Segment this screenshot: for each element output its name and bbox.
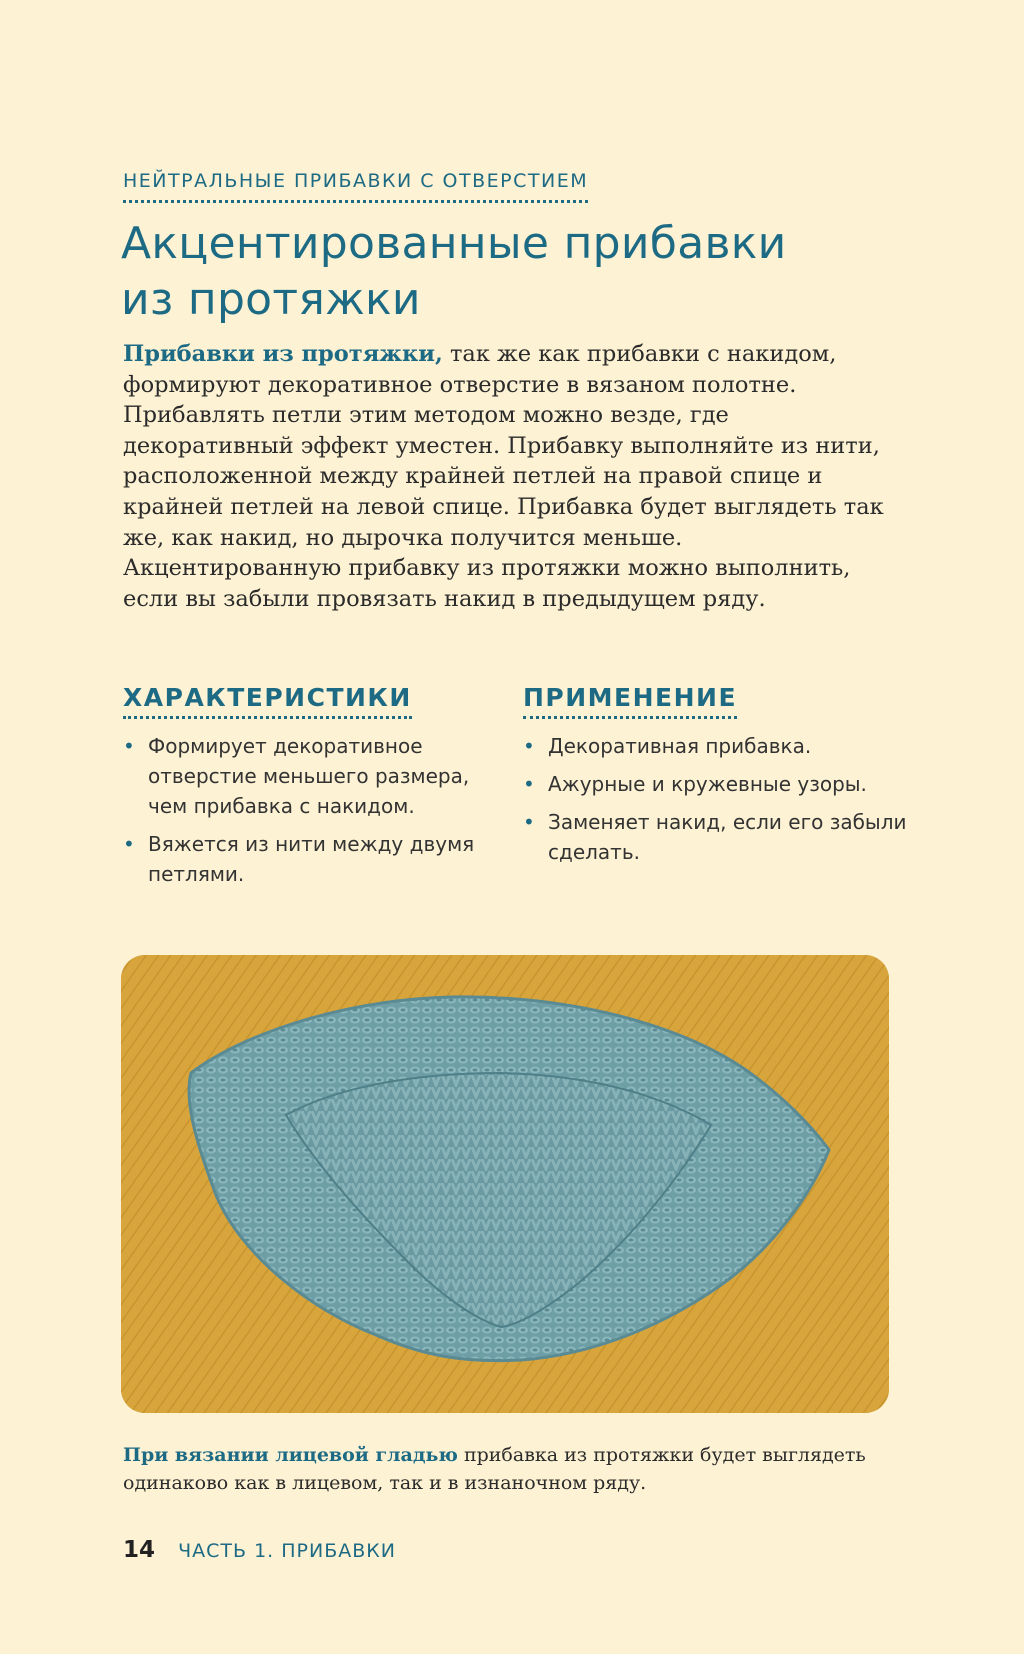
part-title: ЧАСТЬ 1. ПРИБАВКИ: [178, 1540, 396, 1562]
application-list: [523, 731, 923, 867]
bullet-icon: •: [123, 832, 135, 856]
list-item-text: Вяжется из нити между двумя петлями.: [148, 832, 475, 886]
knitting-swatch-photo: [121, 955, 889, 1413]
bullet-icon: •: [523, 810, 535, 834]
page-title: [121, 216, 941, 328]
bullet-icon: •: [123, 734, 135, 758]
list-item-text: Формирует декоративное отверстие меньшего размера, чем прибавка с накидом.: [148, 734, 470, 818]
intro-lead: Прибавки из протяжки,: [123, 341, 443, 367]
knitted-swatch-illustration: [121, 955, 889, 1413]
bullet-icon: •: [523, 772, 535, 796]
list-item: [523, 807, 923, 867]
list-item-text: Заменяет накид, если его забыли сделать.: [548, 810, 907, 864]
characteristics-section: [123, 683, 503, 897]
characteristics-list: [123, 731, 503, 889]
application-heading: ПРИМЕНЕНИЕ: [523, 683, 737, 719]
bullet-icon: •: [523, 734, 535, 758]
list-item-text: Ажурные и кружевные узоры.: [548, 772, 867, 796]
caption-text: прибавка из протяжки будет выглядеть одинаково как в лицевом, так и в изнаночном ряду.: [123, 1444, 866, 1494]
list-item: [523, 731, 923, 761]
application-section: [523, 683, 923, 875]
section-kicker: НЕЙТРАЛЬНЫЕ ПРИБАВКИ С ОТВЕРСТИЕМ: [123, 170, 588, 203]
caption-lead: При вязании лицевой гладью: [123, 1444, 458, 1466]
title-line-1: Акцентированные прибавки: [121, 218, 787, 269]
intro-paragraph: [123, 339, 903, 614]
list-item-text: Декоративная прибавка.: [548, 734, 812, 758]
list-item: [123, 829, 503, 889]
page-footer: [123, 1537, 396, 1563]
photo-caption: [123, 1441, 903, 1497]
list-item: [123, 731, 503, 821]
title-line-2: из протяжки: [121, 274, 421, 325]
intro-text: так же как прибавки с накидом, формируют декоративное отверстие в вязаном полотне. Прибавлять петли этим методом можно везде, где декоративный эффект уместен. Прибавку выполняйте из нити, расположенной между крайней петлей на правой спице и крайней петлей на левой спице. Прибавка будет выглядеть так же, как накид, но дырочка получится меньше. Акцентированную прибавку из протяжки можно выполнить, если вы забыли провязать накид в предыдущем ряду.: [123, 341, 884, 612]
characteristics-heading: ХАРАКТЕРИСТИКИ: [123, 683, 412, 719]
list-item: [523, 769, 923, 799]
page-number: 14: [123, 1537, 156, 1563]
